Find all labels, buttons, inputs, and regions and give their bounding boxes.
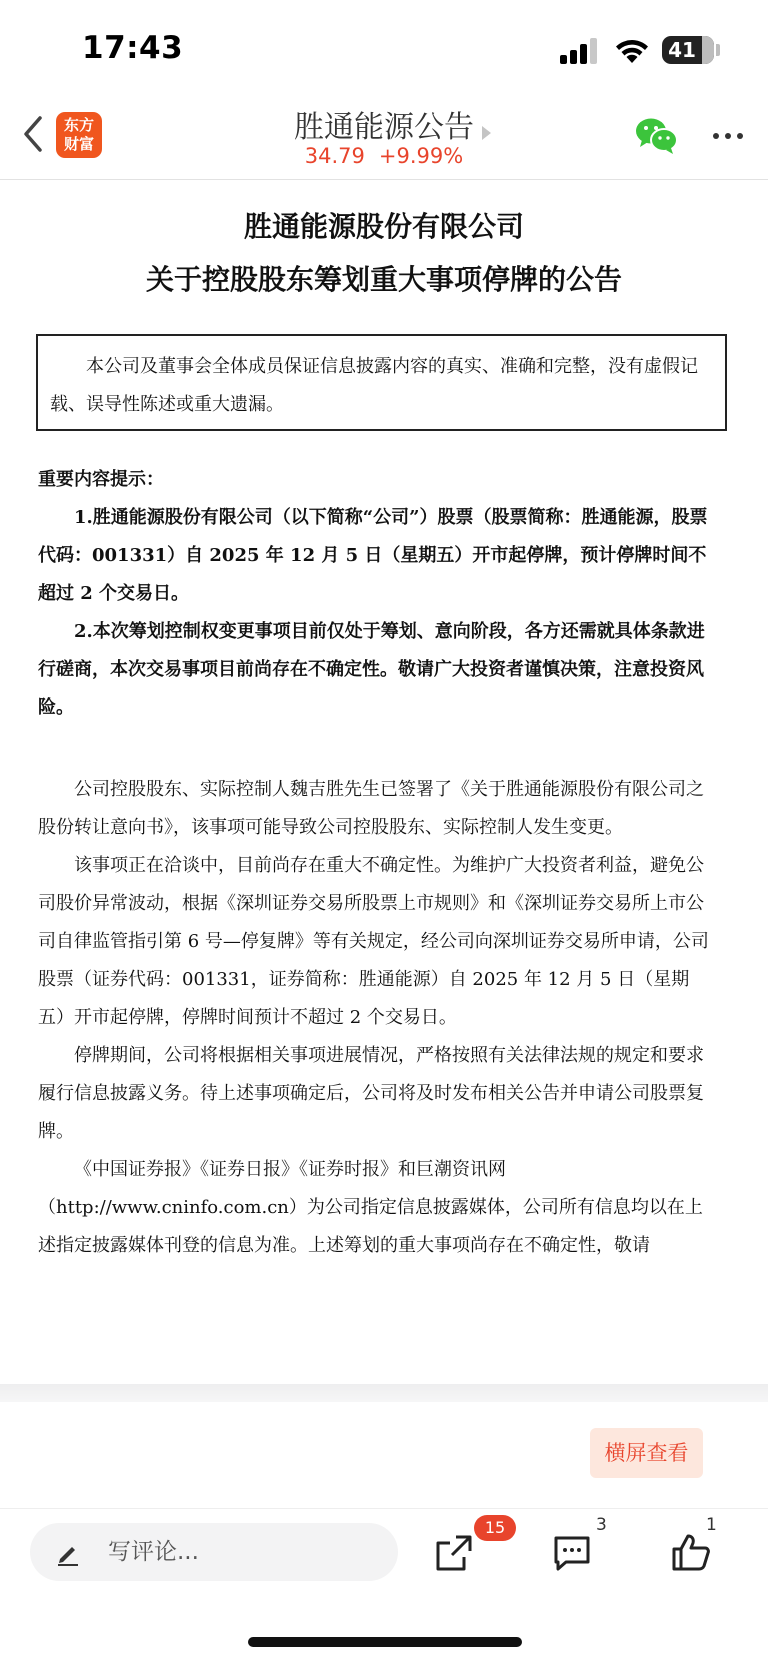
landscape-view-button[interactable]: 横屏查看: [590, 1428, 703, 1478]
body-paragraph-3: 停牌期间，公司将根据相关事项进展情况，严格按照有关法律法规的规定和要求履行信息披露义务。待上述事项确定后，公司将及时发布相关公告并申请公司股票复牌。: [38, 1045, 704, 1142]
announcement-document: [0, 181, 768, 1381]
battery-icon: [662, 36, 714, 64]
comment-input[interactable]: [30, 1523, 398, 1581]
comment-icon[interactable]: [552, 1533, 592, 1573]
status-time: 17:43: [82, 30, 184, 66]
share-icon[interactable]: [434, 1533, 474, 1573]
key-point-1: 1.胜通能源股份有限公司（以下简称“公司”）股票（股票简称：胜通能源，股票代码：001331）自 2025 年 12 月 5 日（星期五）开市起停牌，预计停牌时间不超过 2 个交易日。: [38, 507, 708, 604]
page-divider: [0, 1384, 768, 1402]
logo-text-line1: 东方: [63, 116, 94, 134]
battery-cap: [716, 44, 720, 56]
battery-level: 41: [668, 38, 696, 62]
body-paragraph-2: 该事项正在洽谈中，目前尚存在重大不确定性。为维护广大投资者利益，避免公司股价异常波动，根据《深圳证券交易所股票上市规则》和《深圳证券交易所上市公司自律监管指引第 6 号—停复牌》等有关规定，经公司向深圳证券交易所申请，公司股票（证券代码：001331，证券简称：胜通能源）自 2025 年 12 月 5 日（星期五）开市起停牌，停牌时间预计不超过 2 个交易日。: [38, 855, 709, 1028]
title-dropdown-arrow-icon[interactable]: [482, 126, 491, 140]
pen-icon: [54, 1539, 82, 1567]
share-count-badge: 15: [474, 1515, 516, 1541]
document-title-line1: 胜通能源股份有限公司: [243, 210, 524, 243]
wifi-icon: [614, 36, 650, 64]
section-heading: 重要内容提示：: [38, 469, 164, 490]
status-bar: [0, 0, 768, 96]
wechat-share-icon[interactable]: [634, 116, 680, 156]
page-title[interactable]: 胜通能源公告: [294, 110, 474, 145]
stock-price: 34.79: [304, 144, 365, 168]
logo-text-line2: 财富: [63, 135, 94, 153]
thumbs-up-icon[interactable]: [670, 1531, 712, 1573]
comment-placeholder: 写评论...: [108, 1539, 199, 1565]
key-point-2: 2.本次筹划控制权变更事项目前仅处于筹划、意向阶段，各方还需就具体条款进行磋商，本次交易事项目前尚存在不确定性。敬请广大投资者谨慎决策，注意投资风险。: [38, 621, 705, 718]
body-paragraph-1: 公司控股股东、实际控制人魏吉胜先生已签署了《关于胜通能源股份有限公司之股份转让意向书》，该事项可能导致公司控股股东、实际控制人发生变更。: [38, 779, 704, 838]
disclosure-statement-box: 本公司及董事会全体成员保证信息披露内容的真实、准确和完整，没有虚假记载、误导性陈述或重大遗漏。: [36, 334, 727, 431]
stock-change: +9.99%: [378, 144, 464, 168]
bottom-action-bar: [0, 1508, 768, 1663]
top-navigation-bar: [0, 96, 768, 180]
home-indicator[interactable]: [248, 1637, 522, 1647]
body-paragraph-4: 《中国证券报》《证券日报》《证券时报》和巨潮资讯网（http://www.cninfo.com.cn）为公司指定信息披露媒体，公司所有信息均以在上述指定披露媒体刊登的信息为准。上述筹划的重大事项尚存在不确定性，敬请: [38, 1159, 703, 1256]
more-options-icon[interactable]: [708, 116, 748, 156]
cellular-signal-icon: [560, 38, 600, 64]
like-count: 1: [706, 1515, 717, 1535]
document-title-line2: 关于控股股东筹划重大事项停牌的公告: [145, 263, 622, 296]
comment-count: 3: [596, 1515, 607, 1535]
